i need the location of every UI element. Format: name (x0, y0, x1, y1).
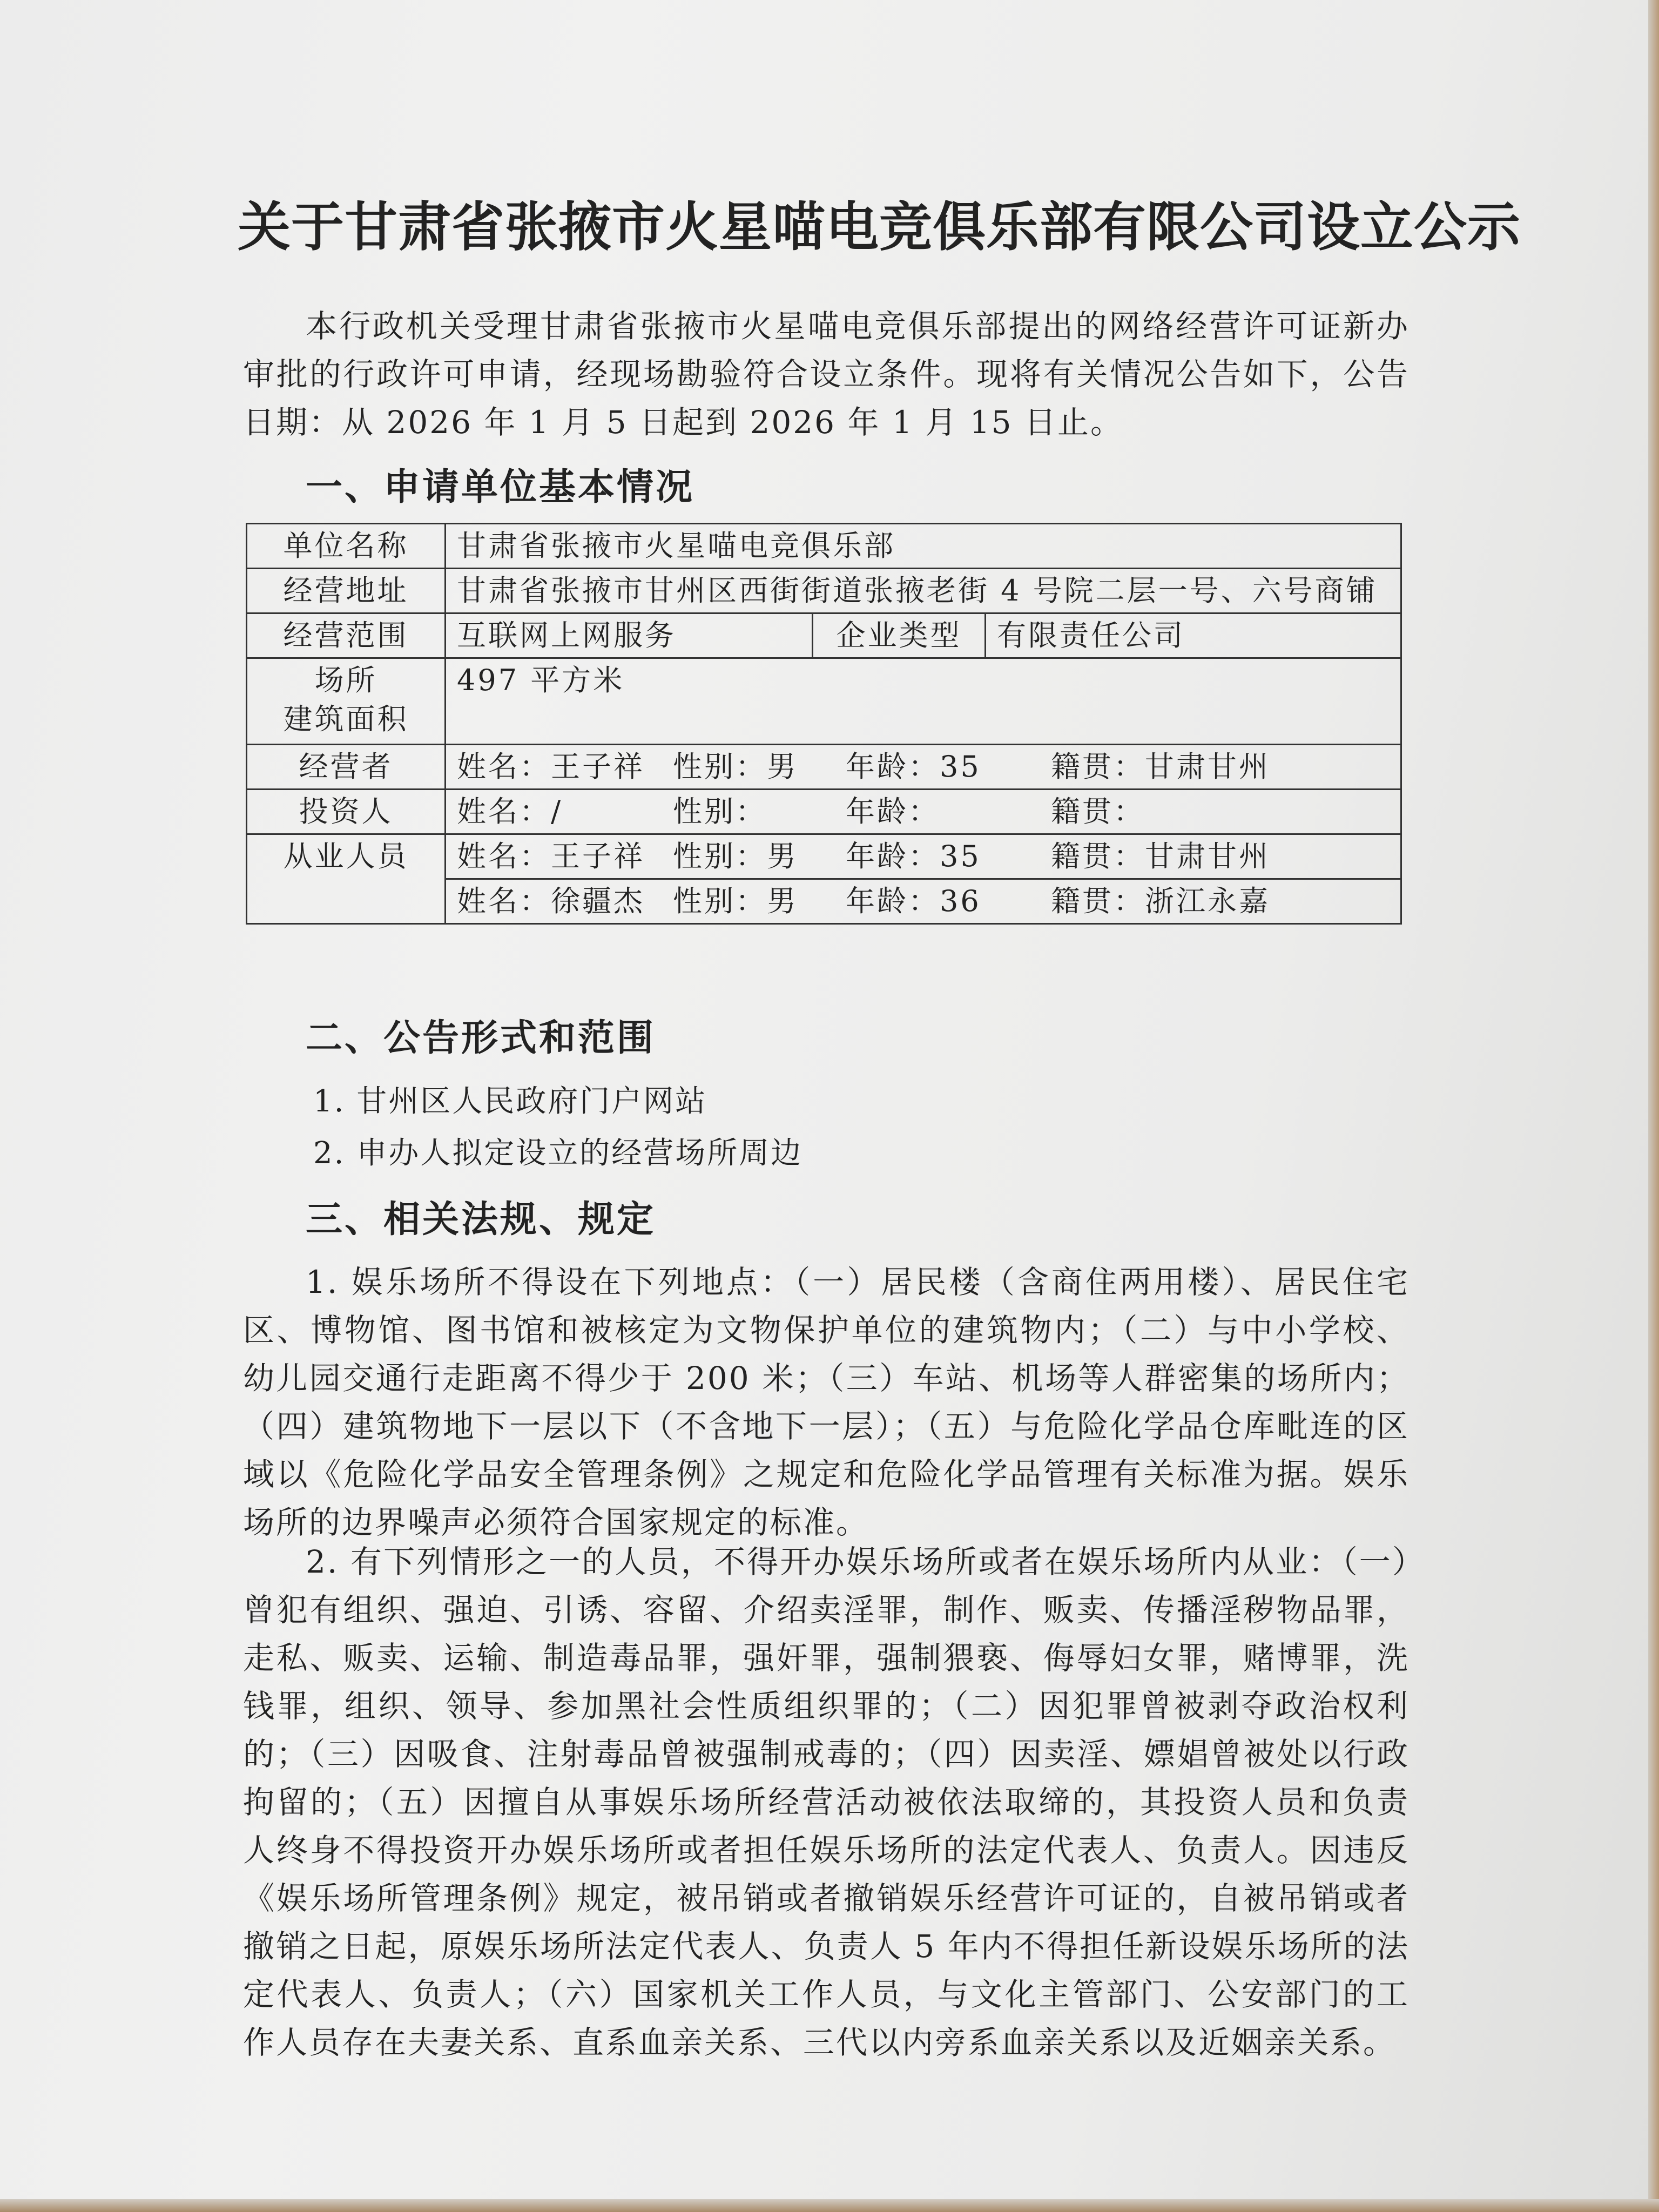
unit-name-value: 甘肃省张掖市火星喵电竞俱乐部 (446, 524, 1401, 569)
staff-1-age: 年龄：35 (846, 839, 981, 873)
unit-name-label: 单位名称 (247, 524, 446, 569)
area-label-line-1: 场所 (314, 663, 377, 697)
table-row (247, 745, 1401, 790)
section-2-heading: 二、公告形式和范围 (306, 1017, 656, 1060)
operator-name: 姓名：王子祥 (457, 750, 645, 784)
investor-age: 年龄： (846, 794, 940, 828)
operator-gender: 性别：男 (673, 750, 798, 784)
section-3-heading: 三、相关法规、规定 (306, 1198, 656, 1241)
table-row (247, 524, 1401, 569)
investor-origin: 籍贯： (1051, 794, 1145, 828)
investor-label: 投资人 (247, 790, 446, 834)
list-item: 1. 甘州区人民政府门户网站 (313, 1084, 707, 1119)
staff-2-age: 年龄：36 (846, 884, 981, 918)
address-label: 经营地址 (247, 569, 446, 613)
area-label-line-2: 建筑面积 (283, 702, 409, 736)
table-row (247, 834, 1401, 879)
area-value: 497 平方米 (446, 658, 1401, 745)
operator-label: 经营者 (247, 745, 446, 790)
staff-1-name: 姓名：王子祥 (457, 839, 645, 873)
type-label: 企业类型 (813, 613, 986, 658)
scope-label: 经营范围 (247, 613, 446, 658)
table-row (247, 790, 1401, 834)
table-row (247, 569, 1401, 613)
type-value: 有限责任公司 (986, 613, 1401, 658)
operator-age: 年龄：35 (846, 750, 981, 784)
operator-value (446, 745, 1401, 790)
staff-1-value (446, 834, 1401, 879)
staff-2-origin: 籍贯：浙江永嘉 (1051, 884, 1270, 918)
staff-2-value (446, 879, 1401, 924)
investor-value (446, 790, 1401, 834)
address-value: 甘肃省张掖市甘州区西街街道张掖老街 4 号院二层一号、六号商铺 (446, 569, 1401, 613)
staff-2-gender: 性别：男 (673, 884, 798, 918)
staff-2-name: 姓名：徐疆杰 (457, 884, 645, 918)
announcement-scope-list (313, 1076, 802, 1179)
staff-label: 从业人员 (247, 834, 446, 924)
document-title: 关于甘肃省张掖市火星喵电竞俱乐部有限公司设立公示 (238, 196, 1521, 258)
table-row (247, 613, 1401, 658)
list-item: 2. 申办人拟定设立的经营场所周边 (313, 1136, 803, 1171)
scope-value: 互联网上网服务 (446, 613, 813, 658)
regulation-paragraph-2: 2. 有下列情形之一的人员，不得开办娱乐场所或者在娱乐场所内从业：（一）曾犯有组织、强迫、引诱、容留、介绍卖淫罪，制作、贩卖、传播淫秽物品罪，走私、贩卖、运输、制造毒品罪，强奸罪，强制猥亵、侮辱妇女罪，赌博罪，洗钱罪，组织、领导、参加黑社会性质组织罪的；（二）因犯罪曾被剥夺政治权利的；（三）因吸食、注射毒品曾被强制戒毒的；（四）因卖淫、嫖娼曾被处以行政拘留的；（五）因擅自从事娱乐场所经营活动被依法取缔的，其投资人员和负责人终身不得投资开办娱乐场所或者担任娱乐场所的法定代表人、负责人。因违反《娱乐场所管理条例》规定，被吊销或者撤销娱乐经营许可证的，自被吊销或者撤销之日起，原娱乐场所法定代表人、负责人 5 年内不得担任新设娱乐场所的法定代表人、负责人；（六）国家机关工作人员，与文化主管部门、公安部门的工作人员存在夫妻关系、直系血亲关系、三代以内旁系血亲关系以及近姻亲关系。 (243, 1543, 1410, 2061)
operator-origin: 籍贯：甘肃甘州 (1051, 750, 1270, 784)
staff-1-origin: 籍贯：甘肃甘州 (1051, 839, 1270, 873)
applicant-info-table (246, 523, 1402, 925)
table-row (247, 658, 1401, 745)
staff-1-gender: 性别：男 (673, 839, 798, 873)
investor-gender: 性别： (673, 794, 767, 828)
area-label (247, 658, 446, 745)
intro-paragraph: 本行政机关受理甘肃省张掖市火星喵电竞俱乐部提出的网络经营许可证新办审批的行政许可申请，经现场勘验符合设立条件。现将有关情况公告如下，公告日期：从 2026 年 1 月 5 日起到 2026 年 1 月 15 日止。 (243, 308, 1410, 441)
investor-name: 姓名：/ (457, 794, 563, 828)
section-1-heading: 一、申请单位基本情况 (306, 466, 695, 509)
regulation-paragraph-1: 1. 娱乐场所不得设在下列地点：（一）居民楼（含商住两用楼）、居民住宅区、博物馆、图书馆和被核定为文物保护单位的建筑物内；（二）与中小学校、幼儿园交通行走距离不得少于 200 米；（三）车站、机场等人群密集的场所内；（四）建筑物地下一层以下（不含地下一层）；（五）与危险化学品仓库毗连的区域以《危险化学品安全管理条例》之规定和危险化学品管理有关标准为据。娱乐场所的边界噪声必须符合国家规定的标准。 (243, 1264, 1410, 1541)
